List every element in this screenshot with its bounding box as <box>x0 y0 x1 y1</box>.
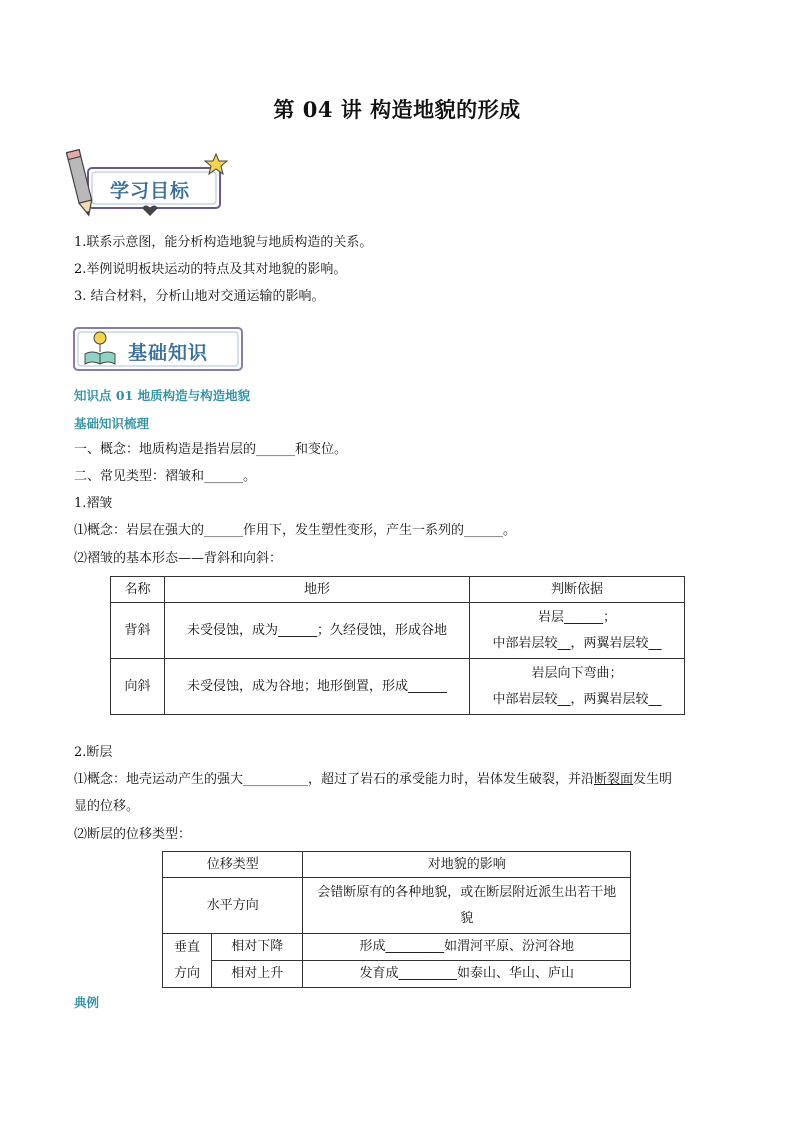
knowledge-point-heading: 知识点 01 地质构造与构造地貌 <box>74 388 251 403</box>
basic-knowledge-banner <box>72 324 247 376</box>
table-row <box>111 659 685 715</box>
basis-line-2: 中部岩层较__，两翼岩层较__ <box>492 635 662 651</box>
basis-line-1: 岩层向下弯曲； <box>531 665 623 681</box>
fracture-surface-term: 断裂面 <box>594 772 634 787</box>
header-terrain: 地形 <box>165 577 470 603</box>
table-row <box>163 934 631 961</box>
basic-knowledge-label: 基础知识 <box>128 342 209 364</box>
fault-concept-tail: 发生明 <box>633 772 673 787</box>
table-row <box>163 961 631 988</box>
vertical-label-1: 垂直 <box>173 939 200 955</box>
basis-line-1: 岩层______； <box>537 609 616 625</box>
header-effect: 对地貌的影响 <box>303 852 631 878</box>
fold-concept: ⑴概念：岩层在强大的______作用下，发生塑性变形，产生一系列的______。 <box>74 523 517 538</box>
vertical-label <box>163 934 212 988</box>
up-label: 相对上升 <box>212 961 303 988</box>
table-row <box>111 603 685 659</box>
sub-heading: 基础知识梳理 <box>74 416 150 431</box>
vertical-label-2: 方向 <box>173 965 200 981</box>
table-row <box>163 878 631 934</box>
row-terrain: 未受侵蚀，成为______；久经侵蚀，形成谷地 <box>165 603 470 659</box>
down-effect: 形成_________如渭河平原、汾河谷地 <box>303 934 631 961</box>
row-terrain: 未受侵蚀，成为谷地；地形倒置，形成______ <box>165 659 470 715</box>
horizontal-effect-line-2: 貌 <box>460 910 474 926</box>
up-effect: 发育成_________如泰山、华山、庐山 <box>303 961 631 988</box>
fold-forms: ⑵褶皱的基本形态——背斜和向斜： <box>74 551 283 566</box>
row-basis <box>470 659 685 715</box>
page-title: 第 04 讲 构造地貌的形成 <box>273 97 521 122</box>
fault-heading: 2.断层 <box>74 745 113 760</box>
types-line: 二、常见类型：褶皱和______。 <box>74 469 257 484</box>
fault-concept-cont: 显的位移。 <box>74 799 140 814</box>
lightbulb-book-icon <box>82 328 118 370</box>
fault-concept <box>74 771 672 789</box>
fold-heading: 1.褶皱 <box>74 496 113 511</box>
fault-table <box>162 851 631 988</box>
horizontal-effect <box>303 878 631 934</box>
objective-2: 2.举例说明板块运动的特点及其对地貌的影响。 <box>74 262 347 277</box>
row-name: 向斜 <box>111 659 165 715</box>
row-name: 背斜 <box>111 603 165 659</box>
header-displacement: 位移类型 <box>163 852 303 878</box>
down-label: 相对下降 <box>212 934 303 961</box>
row-basis <box>470 603 685 659</box>
objective-1: 1.联系示意图，能分析构造地貌与地质构造的关系。 <box>74 235 373 250</box>
learning-objectives-label: 学习目标 <box>110 180 191 202</box>
learning-objectives-banner <box>66 146 236 222</box>
concept-line: 一、概念：地质构造是指岩层的______和变位。 <box>74 442 348 457</box>
fault-types-heading: ⑵断层的位移类型： <box>74 827 192 842</box>
header-name: 名称 <box>111 577 165 603</box>
objective-3: 3. 结合材料，分析山地对交通运输的影响。 <box>74 289 325 304</box>
horizontal-label: 水平方向 <box>163 878 303 934</box>
horizontal-effect-line-1: 会错断原有的各种地貌，或在断层附近派生出若干地 <box>317 884 617 900</box>
fold-table <box>110 576 685 715</box>
header-basis: 判断依据 <box>470 577 685 603</box>
example-label: 典例 <box>74 995 100 1010</box>
fault-concept-text: ⑴概念：地壳运动产生的强大__________，超过了岩石的承受能力时，岩体发生破裂，并沿 <box>74 772 595 787</box>
basis-line-2: 中部岩层较__，两翼岩层较__ <box>492 691 662 707</box>
